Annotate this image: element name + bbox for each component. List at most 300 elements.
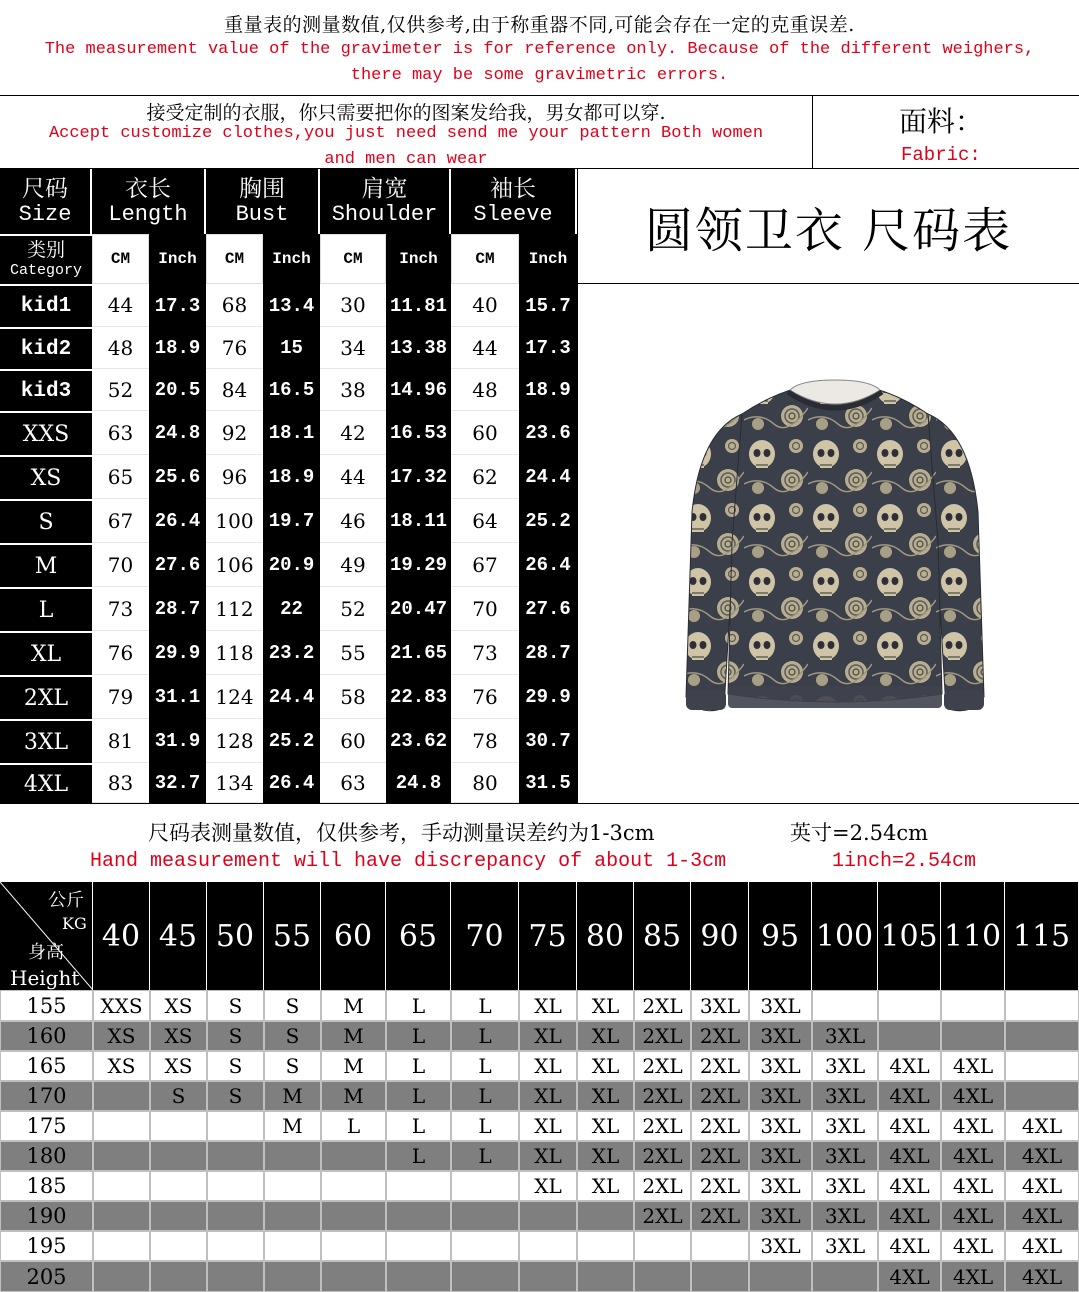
size-recommendation: XS (93, 1051, 150, 1081)
cm-value: 112 (206, 587, 263, 631)
size-recommendation: XL (519, 990, 577, 1021)
header-category (0, 234, 92, 284)
size-recommendation: 3XL (812, 1141, 878, 1171)
weight-height-table (0, 882, 1079, 1292)
weight-header: 110 (941, 882, 1005, 990)
size-recommendation: 4XL (878, 1231, 941, 1261)
measure-inch-cn: 英寸=2.54cm (790, 821, 929, 845)
cm-value: 68 (206, 284, 263, 327)
cm-value: 46 (320, 499, 386, 543)
inch-value: 19.29 (386, 543, 451, 587)
size-recommendation: 2XL (634, 990, 691, 1021)
inch-value: 28.7 (149, 587, 206, 631)
inch-value: 24.8 (149, 411, 206, 455)
size-recommendation (451, 1171, 519, 1201)
inch-value: 23.2 (263, 631, 320, 675)
cm-value: 76 (206, 327, 263, 369)
size-recommendation: 3XL (812, 1021, 878, 1051)
cm-value: 52 (92, 369, 149, 411)
height-label: 190 (0, 1201, 93, 1231)
fabric-label-en: Fabric: (901, 144, 981, 166)
inch-value: 13.4 (263, 284, 320, 327)
size-recommendation: 4XL (941, 1171, 1005, 1201)
size-recommendation: 4XL (941, 1081, 1005, 1111)
cm-value: 42 (320, 411, 386, 455)
inch-value: 25.2 (519, 499, 577, 543)
size-recommendation: S (207, 990, 264, 1021)
cm-value: 44 (92, 284, 149, 327)
size-recommendation: L (451, 990, 519, 1021)
size-recommendation: S (264, 1021, 321, 1051)
size-recommendation: M (321, 1051, 386, 1081)
size-recommendation (451, 1201, 519, 1231)
size-label: kid2 (0, 327, 92, 369)
category-label-cn: 类别 (26, 239, 65, 262)
size-recommendation (150, 1141, 207, 1171)
inch-value: 24.4 (519, 455, 577, 499)
cm-value: 63 (320, 763, 386, 803)
cm-value: 106 (206, 543, 263, 587)
cm-value: 73 (451, 631, 519, 675)
weight-header: 60 (321, 882, 386, 990)
size-recommendation (150, 1111, 207, 1141)
size-recommendation (519, 1201, 577, 1231)
inch-value: 26.4 (149, 499, 206, 543)
cm-value: 67 (451, 543, 519, 587)
inch-value: 27.6 (149, 543, 206, 587)
size-recommendation: 4XL (878, 1111, 941, 1141)
cm-value: 52 (320, 587, 386, 631)
inch-value: 28.7 (519, 631, 577, 675)
custom-note-en-1: Accept customize clothes,you just need send me your pattern Both women (48, 124, 764, 143)
cm-value: 96 (206, 455, 263, 499)
size-recommendation: 2XL (691, 1171, 749, 1201)
unit-cm: CM (206, 234, 263, 284)
size-recommendation: 4XL (878, 1201, 941, 1231)
size-recommendation: XXS (93, 990, 150, 1021)
size-recommendation: XL (577, 1021, 634, 1051)
cm-value: 84 (206, 369, 263, 411)
size-recommendation: 4XL (1005, 1171, 1079, 1201)
cm-value: 44 (320, 455, 386, 499)
size-recommendation: 3XL (749, 1141, 812, 1171)
custom-note-cn: 接受定制的衣服，你只需要把你的图案发给我，男女都可以穿. (146, 102, 666, 124)
size-recommendation (150, 1201, 207, 1231)
size-recommendation (264, 1171, 321, 1201)
weight-header: 115 (1005, 882, 1079, 990)
cm-value: 67 (92, 499, 149, 543)
size-recommendation (207, 1231, 264, 1261)
size-recommendation (93, 1081, 150, 1111)
cm-value: 73 (92, 587, 149, 631)
header-size (0, 169, 92, 234)
size-recommendation: 4XL (878, 1081, 941, 1111)
inch-value: 23.62 (386, 719, 451, 763)
cm-value: 34 (320, 327, 386, 369)
inch-value: 24.4 (263, 675, 320, 719)
size-recommendation: 3XL (749, 1021, 812, 1051)
size-recommendation: 4XL (1005, 1111, 1079, 1141)
size-recommendation: M (321, 1021, 386, 1051)
size-recommendation (321, 1141, 386, 1171)
inch-value: 20.47 (386, 587, 451, 631)
corner-label-kg-cn: 公斤 (48, 890, 84, 911)
inch-value: 18.9 (263, 455, 320, 499)
unit-inch: Inch (263, 234, 320, 284)
size-recommendation: S (264, 990, 321, 1021)
header-label-en: Shoulder (331, 202, 438, 228)
inch-value: 18.11 (386, 499, 451, 543)
size-recommendation (321, 1201, 386, 1231)
size-recommendation: 3XL (749, 1081, 812, 1111)
size-recommendation (264, 1141, 321, 1171)
cm-value: 76 (451, 675, 519, 719)
size-recommendation: 4XL (878, 1171, 941, 1201)
size-recommendation (577, 1261, 634, 1292)
cm-value: 44 (451, 327, 519, 369)
cm-value: 65 (92, 455, 149, 499)
size-recommendation: 2XL (691, 1081, 749, 1111)
size-recommendation: L (321, 1111, 386, 1141)
header-label-en: Length (108, 202, 188, 228)
inch-value: 16.5 (263, 369, 320, 411)
size-recommendation: 4XL (878, 1051, 941, 1081)
height-label: 165 (0, 1051, 93, 1081)
size-recommendation (150, 1231, 207, 1261)
height-label: 185 (0, 1171, 93, 1201)
size-recommendation: 3XL (749, 1171, 812, 1201)
size-recommendation: 2XL (691, 1201, 749, 1231)
size-recommendation: 4XL (941, 1231, 1005, 1261)
size-recommendation: L (451, 1111, 519, 1141)
weight-header: 65 (386, 882, 451, 990)
size-label: kid1 (0, 284, 92, 327)
size-recommendation (264, 1261, 321, 1292)
size-label: M (0, 543, 92, 587)
size-recommendation (1005, 990, 1079, 1021)
inch-value: 14.96 (386, 369, 451, 411)
inch-value: 30.7 (519, 719, 577, 763)
size-recommendation (577, 1231, 634, 1261)
weight-header: 105 (878, 882, 941, 990)
height-label: 205 (0, 1261, 93, 1292)
size-recommendation (207, 1261, 264, 1292)
size-recommendation: 2XL (634, 1111, 691, 1141)
size-recommendation: XS (150, 1051, 207, 1081)
size-recommendation: 3XL (812, 1171, 878, 1201)
size-recommendation (941, 1021, 1005, 1051)
height-label: 175 (0, 1111, 93, 1141)
size-recommendation: L (386, 1141, 451, 1171)
cm-value: 80 (451, 763, 519, 803)
size-recommendation: 3XL (749, 1111, 812, 1141)
size-recommendation: 2XL (691, 1141, 749, 1171)
size-recommendation (93, 1261, 150, 1292)
weight-header: 45 (150, 882, 207, 990)
size-recommendation: 4XL (941, 1111, 1005, 1141)
weight-header: 70 (451, 882, 519, 990)
size-recommendation: XL (519, 1111, 577, 1141)
weight-header: 95 (749, 882, 812, 990)
size-recommendation: M (264, 1081, 321, 1111)
cm-value: 38 (320, 369, 386, 411)
inch-value: 25.2 (263, 719, 320, 763)
size-label: L (0, 587, 92, 631)
inch-value: 21.65 (386, 631, 451, 675)
size-recommendation: L (451, 1051, 519, 1081)
size-recommendation: L (386, 1111, 451, 1141)
unit-cm: CM (92, 234, 149, 284)
size-chart-table (0, 169, 577, 803)
cm-value: 78 (451, 719, 519, 763)
size-label: XS (0, 455, 92, 499)
cm-value: 76 (92, 631, 149, 675)
size-recommendation: 2XL (634, 1051, 691, 1081)
header-label-cn: 肩宽 (361, 175, 408, 202)
cm-value: 70 (92, 543, 149, 587)
size-recommendation: 3XL (691, 990, 749, 1021)
header-label-en: Sleeve (473, 202, 553, 228)
inch-value: 17.32 (386, 455, 451, 499)
cm-value: 70 (451, 587, 519, 631)
size-label: XXS (0, 411, 92, 455)
size-recommendation (1005, 1081, 1079, 1111)
inch-value: 13.38 (386, 327, 451, 369)
gravimeter-notice-en-2: there may be some gravimetric errors. (350, 66, 729, 85)
header-label-cn: 尺码 (22, 175, 68, 202)
measure-note-cn: 尺码表测量数值，仅供参考，手动测量误差约为1-3cm (148, 821, 655, 845)
header-label-cn: 胸围 (239, 175, 285, 202)
size-recommendation: 4XL (941, 1261, 1005, 1292)
size-recommendation: 4XL (878, 1261, 941, 1292)
unit-cm: CM (451, 234, 519, 284)
size-recommendation: 3XL (749, 1201, 812, 1231)
size-recommendation: XL (519, 1141, 577, 1171)
cm-value: 40 (451, 284, 519, 327)
weight-header: 40 (93, 882, 150, 990)
size-recommendation: L (386, 990, 451, 1021)
size-recommendation: 3XL (749, 1231, 812, 1261)
header-label-en: Size (18, 202, 72, 228)
size-recommendation: XL (519, 1051, 577, 1081)
weight-header: 50 (207, 882, 264, 990)
size-recommendation: XS (150, 990, 207, 1021)
size-recommendation: M (264, 1111, 321, 1141)
size-recommendation: XL (577, 1141, 634, 1171)
size-recommendation (321, 1171, 386, 1201)
size-label: 3XL (0, 719, 92, 763)
size-recommendation (749, 1261, 812, 1292)
weight-header: 90 (691, 882, 749, 990)
size-recommendation: L (451, 1081, 519, 1111)
cm-value: 92 (206, 411, 263, 455)
size-recommendation: XS (93, 1021, 150, 1051)
size-recommendation: 3XL (749, 1051, 812, 1081)
weight-header: 100 (812, 882, 878, 990)
cm-value: 55 (320, 631, 386, 675)
weight-header: 55 (264, 882, 321, 990)
height-label: 180 (0, 1141, 93, 1171)
size-recommendation: M (321, 1081, 386, 1111)
inch-value: 18.9 (149, 327, 206, 369)
size-recommendation (1005, 1051, 1079, 1081)
divider (0, 803, 1079, 804)
size-recommendation: L (386, 1021, 451, 1051)
size-recommendation: XL (519, 1171, 577, 1201)
size-recommendation (386, 1171, 451, 1201)
measure-inch-en: 1inch=2.54cm (832, 850, 977, 873)
size-recommendation: L (386, 1081, 451, 1111)
size-recommendation (150, 1171, 207, 1201)
size-recommendation: 2XL (634, 1141, 691, 1171)
size-recommendation (577, 1201, 634, 1231)
size-recommendation: S (264, 1051, 321, 1081)
inch-value: 24.8 (386, 763, 451, 803)
measure-note-en: Hand measurement will have discrepancy of about 1-3cm (90, 850, 727, 873)
inch-value: 32.7 (149, 763, 206, 803)
size-recommendation (207, 1141, 264, 1171)
fabric-label-cn: 面料： (899, 105, 984, 138)
size-recommendation: 2XL (634, 1081, 691, 1111)
inch-value: 31.5 (519, 763, 577, 803)
height-label: 155 (0, 990, 93, 1021)
size-recommendation: 2XL (634, 1021, 691, 1051)
cm-value: 124 (206, 675, 263, 719)
header-length (92, 169, 206, 234)
size-recommendation: 3XL (812, 1111, 878, 1141)
inch-value: 31.1 (149, 675, 206, 719)
size-recommendation: S (207, 1021, 264, 1051)
size-recommendation: 2XL (634, 1171, 691, 1201)
header-sleeve (451, 169, 577, 234)
size-recommendation: XS (150, 1021, 207, 1051)
inch-value: 16.53 (386, 411, 451, 455)
size-recommendation: 3XL (812, 1051, 878, 1081)
size-recommendation: 2XL (691, 1021, 749, 1051)
cm-value: 48 (451, 369, 519, 411)
size-recommendation (93, 1231, 150, 1261)
custom-note-en-2: and men can wear (324, 150, 488, 168)
fabric-box (813, 96, 1079, 168)
cm-value: 58 (320, 675, 386, 719)
size-recommendation (878, 1021, 941, 1051)
cm-value: 48 (92, 327, 149, 369)
size-recommendation: 2XL (691, 1111, 749, 1141)
size-recommendation (691, 1231, 749, 1261)
size-recommendation: XL (519, 1081, 577, 1111)
cm-value: 79 (92, 675, 149, 719)
size-recommendation (386, 1261, 451, 1292)
size-recommendation (451, 1231, 519, 1261)
inch-value: 15 (263, 327, 320, 369)
size-recommendation: 4XL (1005, 1261, 1079, 1292)
size-recommendation (93, 1141, 150, 1171)
size-recommendation (386, 1201, 451, 1231)
size-recommendation: XL (577, 1111, 634, 1141)
inch-value: 31.9 (149, 719, 206, 763)
sweatshirt-image (680, 372, 990, 732)
size-recommendation: XL (577, 990, 634, 1021)
size-recommendation (812, 1261, 878, 1292)
size-recommendation: 3XL (812, 1231, 878, 1261)
size-recommendation: L (451, 1141, 519, 1171)
header-label-cn: 衣长 (125, 175, 171, 202)
inch-value: 20.5 (149, 369, 206, 411)
gravimeter-notice-cn: 重量表的测量数值,仅供参考,由于称重器不同,可能会存在一定的克重误差. (224, 14, 855, 36)
size-recommendation: 2XL (634, 1201, 691, 1231)
inch-value: 29.9 (519, 675, 577, 719)
inch-value: 15.7 (519, 284, 577, 327)
size-recommendation (691, 1261, 749, 1292)
gravimeter-notice-en-1: The measurement value of the gravimeter is for reference only. Because of the different weighers, (44, 40, 1035, 59)
inch-value: 17.3 (519, 327, 577, 369)
size-recommendation (207, 1201, 264, 1231)
inch-value: 18.1 (263, 411, 320, 455)
size-recommendation: 2XL (691, 1051, 749, 1081)
cm-value: 118 (206, 631, 263, 675)
header-label-en: Bust (235, 202, 289, 228)
size-recommendation (264, 1201, 321, 1231)
size-recommendation: L (451, 1021, 519, 1051)
weight-header: 85 (634, 882, 691, 990)
size-recommendation: 4XL (941, 1141, 1005, 1171)
inch-value: 25.6 (149, 455, 206, 499)
category-label-en: Category (9, 262, 82, 280)
product-title: 圆领卫衣 尺码表 (644, 202, 1013, 259)
size-recommendation (207, 1171, 264, 1201)
size-recommendation (321, 1261, 386, 1292)
size-recommendation (634, 1261, 691, 1292)
cm-value: 60 (320, 719, 386, 763)
size-recommendation: 4XL (941, 1051, 1005, 1081)
header-bust (206, 169, 320, 234)
inch-value: 26.4 (263, 763, 320, 803)
inch-value: 29.9 (149, 631, 206, 675)
size-recommendation (207, 1111, 264, 1141)
corner-label-h-cn: 身高 (28, 942, 64, 963)
size-recommendation: 3XL (812, 1201, 878, 1231)
size-recommendation (93, 1171, 150, 1201)
weight-header: 75 (519, 882, 577, 990)
inch-value: 22.83 (386, 675, 451, 719)
size-recommendation: S (207, 1051, 264, 1081)
size-recommendation: XL (519, 1021, 577, 1051)
cm-value: 81 (92, 719, 149, 763)
corner-label-h: Height (10, 966, 80, 990)
cm-value: 62 (451, 455, 519, 499)
size-recommendation: 4XL (1005, 1201, 1079, 1231)
inch-value: 20.9 (263, 543, 320, 587)
size-recommendation: 3XL (749, 990, 812, 1021)
size-recommendation (451, 1261, 519, 1292)
size-label: kid3 (0, 369, 92, 411)
inch-value: 18.9 (519, 369, 577, 411)
size-recommendation: 4XL (1005, 1141, 1079, 1171)
size-recommendation (519, 1231, 577, 1261)
inch-value: 26.4 (519, 543, 577, 587)
height-label: 170 (0, 1081, 93, 1111)
inch-value: 17.3 (149, 284, 206, 327)
size-recommendation (941, 990, 1005, 1021)
cm-value: 63 (92, 411, 149, 455)
corner-label-kg: KG (62, 914, 87, 933)
header-label-cn: 袖长 (490, 175, 536, 202)
header-shoulder (320, 169, 451, 234)
cm-value: 134 (206, 763, 263, 803)
corner-header (0, 882, 93, 990)
size-recommendation (1005, 1021, 1079, 1051)
size-recommendation: L (386, 1051, 451, 1081)
